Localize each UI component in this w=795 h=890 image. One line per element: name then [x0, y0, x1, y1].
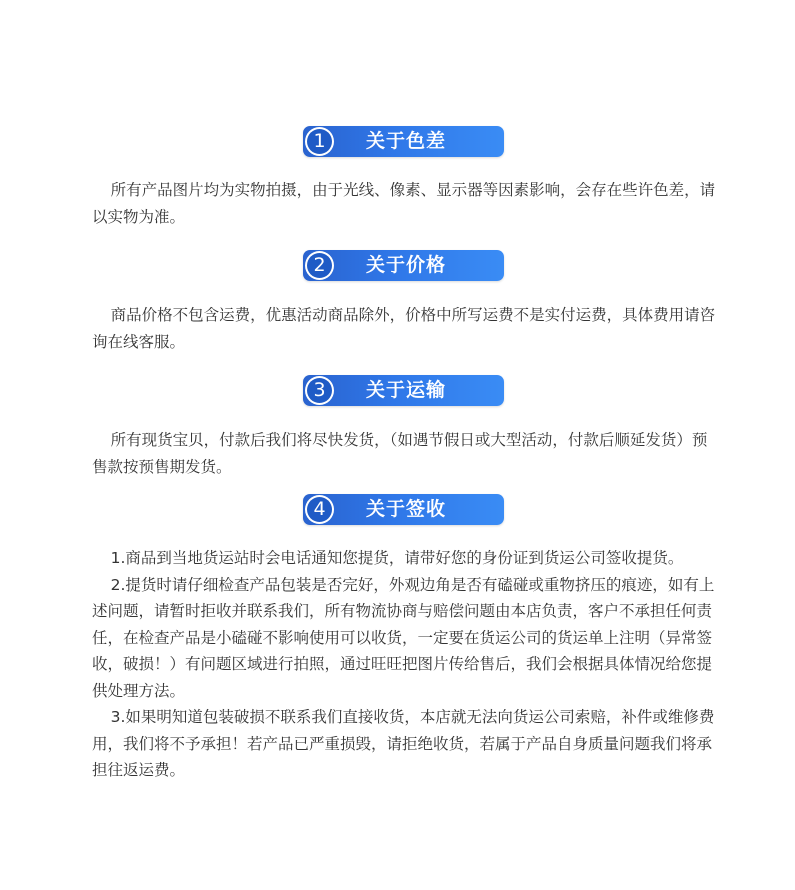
section-body-shipping [92, 427, 722, 480]
section-title: 关于签收 [366, 498, 447, 520]
number-badge-value: 1 [307, 129, 332, 154]
section-title: 关于运输 [366, 379, 447, 401]
paragraph: 商品价格不包含运费，优惠活动商品除外，价格中所写运费不是实付运费，具体费用请咨询在线客服。 [92, 306, 716, 351]
section-body-color-difference [92, 177, 722, 230]
paragraph: 所有现货宝贝，付款后我们将尽快发货，（如遇节假日或大型活动，付款后顺延发货）预售款按预售期发货。 [92, 431, 708, 476]
paragraph: 所有产品图片均为实物拍摄，由于光线、像素、显示器等因素影响，会存在些许色差，请以实物为准。 [92, 181, 716, 226]
section-body-receipt [92, 545, 722, 784]
paragraph-item-1: 1.商品到当地货运站时会电话通知您提货，请带好您的身份证到货运公司签收提货。 [110, 549, 684, 567]
section-header-price [303, 250, 504, 281]
number-badge [305, 376, 334, 405]
number-badge-value: 3 [307, 378, 332, 403]
number-badge-value: 2 [307, 253, 332, 278]
number-badge [305, 251, 334, 280]
number-badge-value: 4 [307, 497, 332, 522]
section-header-receipt [303, 494, 504, 525]
section-title: 关于色差 [366, 130, 447, 152]
section-body-price [92, 302, 722, 355]
paragraph-item-2: 2.提货时请仔细检查产品包装是否完好，外观边角是否有磕碰或重物挤压的痕迹，如有上述问题，请暂时拒收并联系我们，所有物流协商与赔偿问题由本店负责，客户不承担任何责任，在检查产品是小磕碰不影响使用可以收货，一定要在货运公司的货运单上注明（异常签收，破损！）有问题区域进行拍照，通过旺旺把图片传给售后，我们会根据具体情况给您提供处理方法。 [92, 575, 715, 700]
number-badge [305, 127, 334, 156]
section-title: 关于价格 [366, 254, 447, 276]
paragraph-item-3: 3.如果明知道包装破损不联系我们直接收货，本店就无法向货运公司索赔，补件或维修费用，我们将不予承担！若产品已严重损毁，请拒绝收货，若属于产品自身质量问题我们将承担往返运费。 [92, 708, 715, 779]
number-badge [305, 495, 334, 524]
section-header-color-difference [303, 126, 504, 157]
section-header-shipping [303, 375, 504, 406]
